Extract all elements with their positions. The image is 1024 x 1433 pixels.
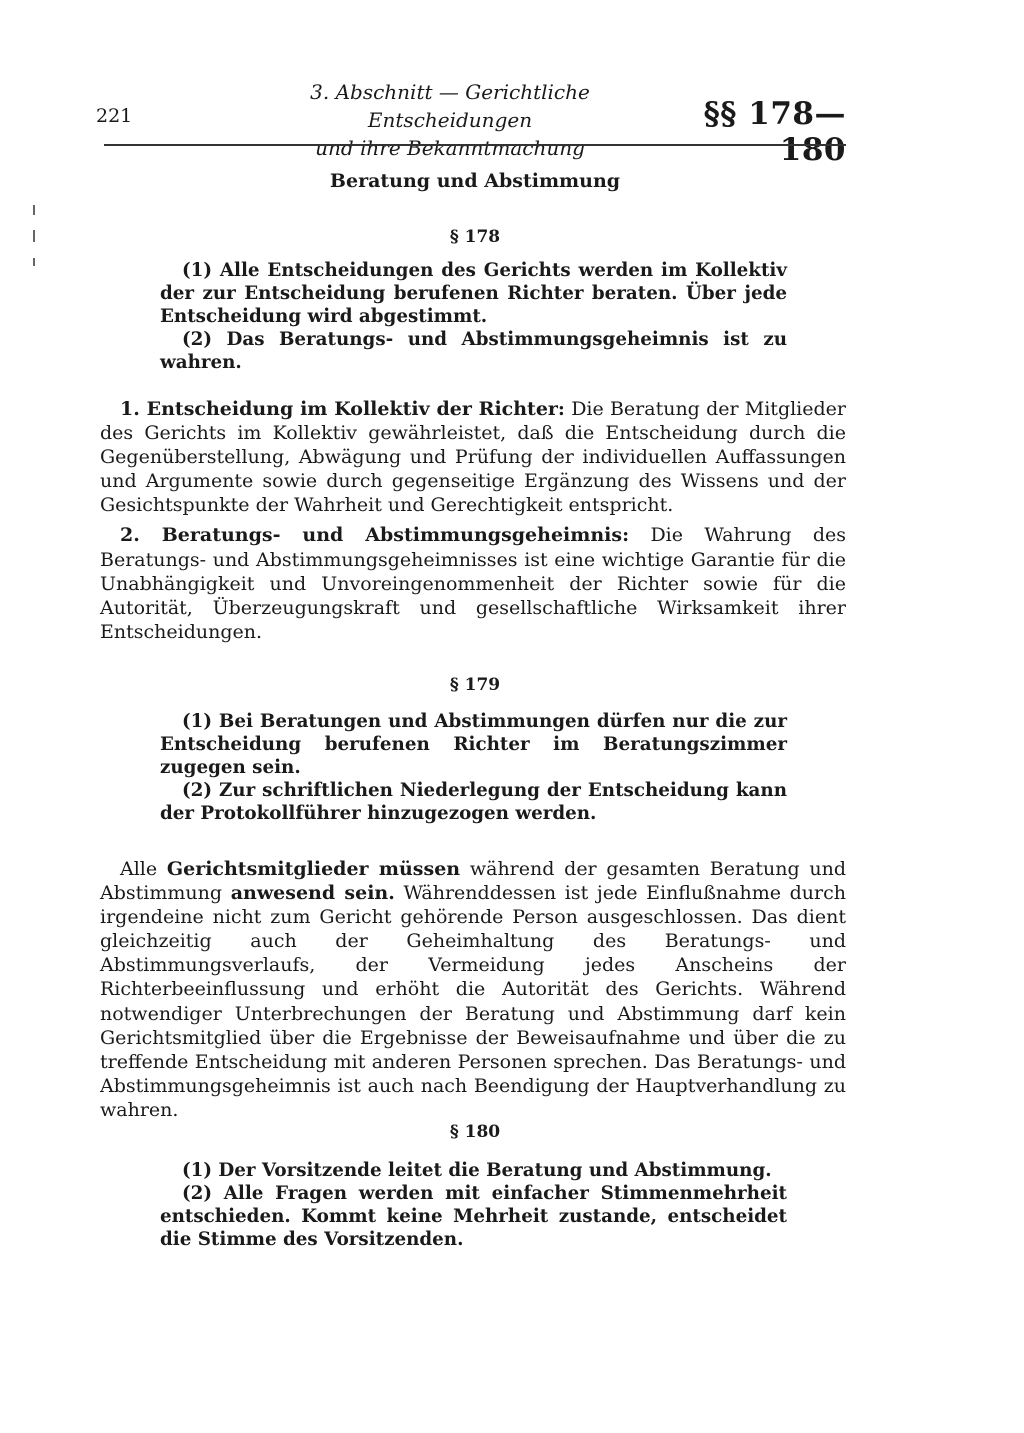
page-number: 221 [96, 105, 133, 127]
commentary-178-note-1-lead: 1. Entscheidung im Kollektiv der Richter: [120, 398, 565, 420]
commentary-179-bold-1: Gerichtsmitglieder müssen [166, 858, 461, 880]
paragraph-178-subsection-2: (2) Das Beratungs- und Abstimmungsgeheimnis ist zu wahren. [160, 329, 787, 373]
commentary-179-part-2: während der gesamten Beratung und Abstimmung [100, 858, 847, 905]
running-header-title [230, 78, 670, 162]
paragraph-179-subsection-1: (1) Bei Beratungen und Abstimmungen dürfen nur die zur Entscheidung berufenen Richter im Beratungszimmer zugegen sein. [160, 711, 787, 778]
paragraph-179-heading: § 179 [449, 675, 501, 695]
scan-margin-mark [33, 230, 35, 242]
scan-margin-mark [33, 205, 35, 215]
commentary-179 [100, 857, 846, 1128]
commentary-179-part-3: Währenddessen ist jede Einflußnahme durch irgendeine nicht zum Gericht gehörende Person ausgeschlossen. Das dient gleichzeitig auch der Geheimhaltung des Beratungs- und Abstimmungsverlaufs, der Vermeidung jedes Anscheins der Richterbeeinflussung und erhöht die Autorität des Gerichts. Während notwendiger Unterbrechungen der Beratung und Abstimmung darf kein Gerichtsmitglied über die Ergebnisse der Beweisaufnahme und über die zu treffende Entscheidung mit anderen Personen sprechen. Das Beratungs- und Abstimmungsgeheimnis ist auch nach Beendigung der Hauptverhandlung zu wahren. [100, 882, 847, 1121]
running-header-sections: §§ 178—180 [703, 96, 846, 168]
paragraph-180-text [160, 1159, 787, 1251]
paragraph-179-text [160, 710, 787, 825]
commentary-178-note-1-text: Die Beratung der Mitglieder des Gerichts im Kollektiv gewährleistet, daß die Entscheidung durch die Gegenüberstellung, Abwägung und Prüfung der individuellen Auffassungen und Argumente sowie durch gegenseitige Ergänzung des Wissens und der Gesichtspunkte der Wahrheit und Gerechtigkeit entspricht. [100, 398, 846, 517]
section-title: Beratung und Abstimmung [329, 170, 621, 192]
paragraph-180-subsection-2: (2) Alle Fragen werden mit einfacher Stimmenmehrheit entschieden. Kommt keine Mehrheit zustande, entscheidet die Stimme des Vorsitzenden. [160, 1183, 787, 1250]
paragraph-178-subsection-1: (1) Alle Entscheidungen des Gerichts werden im Kollektiv der zur Entscheidung berufenen Richter beraten. Über jede Entscheidung wird abgestimmt. [160, 260, 787, 327]
paragraph-178-heading: § 178 [449, 227, 501, 247]
scan-margin-mark [33, 258, 35, 266]
paragraph-180-subsection-1: (1) Der Vorsitzende leitet die Beratung und Abstimmung. [182, 1160, 772, 1181]
paragraph-178-text [160, 259, 787, 374]
header-rule [104, 144, 846, 146]
commentary-178-note-1 [100, 397, 846, 517]
commentary-179-part-1: Alle [120, 858, 158, 880]
running-header-line-2: und ihre Bekanntmachung [315, 136, 585, 160]
running-header-line-1: 3. Abschnitt — Gerichtliche Entscheidungen [310, 80, 590, 132]
commentary-178-note-2-text: Die Wahrung des Beratungs- und Abstimmungsgeheimnisses ist eine wichtige Garantie für die Unabhängigkeit und Unvoreingenommenheit der Richter sowie für die Autorität, Überzeugungskraft und gesellschaftliche Wirksamkeit ihrer Entscheidungen. [100, 524, 846, 643]
paragraph-180-heading: § 180 [449, 1122, 501, 1142]
commentary-178-note-2-lead: 2. Beratungs- und Abstimmungsgeheimnis: [120, 524, 630, 547]
commentary-179-bold-2: anwesend sein. [230, 882, 395, 905]
commentary-178 [100, 397, 846, 650]
commentary-178-note-2 [100, 523, 846, 643]
paragraph-179-subsection-2: (2) Zur schriftlichen Niederlegung der Entscheidung kann der Protokollführer hinzugezogen werden. [160, 780, 787, 824]
commentary-179-text [100, 857, 846, 1122]
